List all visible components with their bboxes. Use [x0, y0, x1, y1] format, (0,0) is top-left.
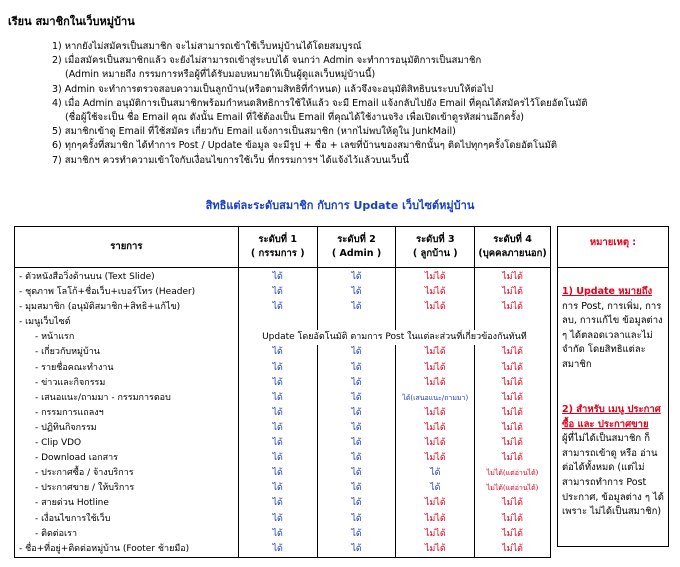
level-2-cell: ได้	[317, 376, 396, 391]
level-2-cell: ได้	[317, 421, 396, 436]
level-1-cell: ได้	[238, 542, 317, 558]
level-3-cell: ไม่ได้	[396, 496, 475, 511]
level-4-cell: ไม่ได้	[475, 496, 551, 511]
header-level-4	[475, 227, 551, 268]
level-4-cell: ไม่ได้(แต่อ่านได้)	[475, 466, 551, 481]
row-label: - ประกาศขาย / ให้บริการ	[15, 481, 239, 496]
table-row	[15, 345, 551, 360]
level-3-cell: ไม่ได้	[396, 300, 475, 315]
table-row	[15, 285, 551, 300]
level-1-cell: ได้	[238, 496, 317, 511]
level-2-cell	[317, 315, 396, 330]
header-level-3	[396, 227, 475, 268]
level-4-cell: ไม่ได้	[475, 451, 551, 466]
table-row	[15, 330, 551, 345]
level-1-cell: ได้	[238, 285, 317, 300]
rules-list	[52, 40, 588, 168]
table-row	[15, 421, 551, 436]
level-4-cell: ไม่ได้	[475, 285, 551, 300]
table-row	[15, 542, 551, 558]
header-level-2-title: ระดับที่ 2	[337, 234, 376, 245]
rule-item: 1) หากยังไม่สมัครเป็นสมาชิก จะไม่สามารถเข้าใช้เว็บหมู่บ้านได้โดยสมบูรณ์	[52, 41, 362, 52]
level-1-cell: ได้	[238, 406, 317, 421]
level-2-cell: ได้	[317, 268, 396, 286]
row-label: - ชุดภาพ โลโก้+ชื่อเว็บ+เบอร์โทร (Header)	[15, 285, 239, 300]
level-1-cell: ได้	[238, 451, 317, 466]
header-level-1	[238, 227, 317, 268]
level-3-cell: ได้(เสนอแนะ/ถามมา)	[396, 391, 475, 406]
level-2-cell: ได้	[317, 466, 396, 481]
level-4-cell: ไม่ได้	[475, 268, 551, 286]
note-update	[562, 285, 668, 373]
table-row	[15, 436, 551, 451]
level-3-cell: ไม่ได้	[396, 268, 475, 286]
header-level-3-title: ระดับที่ 3	[415, 234, 455, 245]
level-4-cell: ไม่ได้	[475, 421, 551, 436]
rule-note: (Admin หมายถึง กรรมการหรือผู้ที่ได้รับมอบหมายให้เป็นผู้ดูแลเว็บหมู่บ้านนี้)	[65, 69, 376, 81]
level-1-cell: ได้	[238, 361, 317, 376]
table-row	[15, 496, 551, 511]
rule-item: 5) สมาชิกเข้าดู Email ที่ใช้สมัคร เกี่ยวกับ Email แจ้งการเป็นสมาชิก (หากไม่พบให้ดูใน JunkMail)	[52, 126, 456, 138]
level-3-cell: ไม่ได้	[396, 361, 475, 376]
level-4-cell: ไม่ได้	[475, 527, 551, 542]
rule-item: 2) เมื่อสมัครเป็นสมาชิกแล้ว จะยังไม่สามารถเข้าสู่ระบบได้ จนกว่า Admin จะทำการอนุมัติการเป็นสมาชิก	[52, 55, 482, 67]
notes-box	[557, 226, 669, 547]
rights-table-title: สิทธิแต่ละระดับสมาชิก กับการ Update เว็บไซต์หมู่บ้าน	[205, 199, 475, 212]
row-label: - กรรมการแถลงฯ	[15, 406, 239, 421]
row-span-note: Update โดยอัตโนมัติ ตามการ Post ในแต่ละส่วนที่เกี่ยวข้องกันทันที	[238, 330, 550, 345]
level-4-cell: ไม่ได้	[475, 345, 551, 360]
level-2-cell: ได้	[317, 300, 396, 315]
table-row	[15, 512, 551, 527]
level-2-cell: ได้	[317, 406, 396, 421]
note-announce-body: ผู้ที่ไม่ได้เป็นสมาชิก ก็สามารถเข้าดู หรือ อ่านต่อได้ทั้งหมด (แต่ไม่สามารถทำการ Post ประกาศ, ข้อมูลต่าง ๆ ได้ เพราะ ไม่ได้เป็นสมาชิก)	[562, 433, 664, 518]
row-label: - Clip VDO	[15, 436, 239, 451]
row-label: - สายด่วน Hotline	[15, 496, 239, 511]
level-2-cell: ได้	[317, 527, 396, 542]
header-item: รายการ	[15, 227, 239, 268]
row-label: - ชื่อ+ที่อยู่+ติดต่อหมู่บ้าน (Footer ช้ายมือ)	[15, 542, 239, 558]
level-3-cell: ไม่ได้	[396, 345, 475, 360]
level-3-cell: ไม่ได้	[396, 421, 475, 436]
row-label: - ประกาศซื้อ / จ้างบริการ	[15, 466, 239, 481]
level-1-cell: ได้	[238, 527, 317, 542]
rule-item: 3) Admin จะทำการตรวจสอบความเป็นลูกบ้าน(หรือตามสิทธิที่กำหนด) แล้วจึงจะอนุมัติสิทธิบนระบบให้ต่อไป	[52, 83, 494, 95]
row-label: - หน้าแรก	[15, 330, 239, 345]
table-row	[15, 406, 551, 421]
level-4-cell: ไม่ได้	[475, 361, 551, 376]
level-3-cell: ไม่ได้	[396, 376, 475, 391]
level-4-cell: ไม่ได้	[475, 406, 551, 421]
level-1-cell: ได้	[238, 421, 317, 436]
level-1-cell: ได้	[238, 391, 317, 406]
level-4-cell: ไม่ได้	[475, 391, 551, 406]
row-label: - เสนอแนะ/ถามมา - กรรมการตอบ	[15, 391, 239, 406]
level-4-cell: ไม่ได้(แต่อ่านได้)	[475, 481, 551, 496]
note-announce-heading: 2) สำหรับ เมนู ประกาศซื้อ และ ประกาศขาย	[562, 404, 661, 430]
table-row	[15, 391, 551, 406]
table-row	[15, 361, 551, 376]
row-label: - เกี่ยวกับหมู่บ้าน	[15, 345, 239, 360]
level-1-cell: ได้	[238, 345, 317, 360]
rule-note: (ชื่อผู้ใช้จะเป็น ชื่อ Email คุณ ดังนั้น Email ที่ใช้ต้องเป็น Email ที่คุณได้ใช้งานจริง เพื่อเปิดเข้าดูรหัสผ่านอีกครั้ง)	[65, 112, 524, 124]
level-2-cell: ได้	[317, 512, 396, 527]
header-level-3-role: ( ลูกบ้าน )	[412, 248, 458, 259]
header-level-2	[317, 227, 396, 268]
header-level-2-role: ( Admin )	[331, 248, 382, 259]
level-1-cell: ได้	[238, 466, 317, 481]
table-row	[15, 481, 551, 496]
level-3-cell	[396, 315, 475, 330]
level-2-cell: ได้	[317, 542, 396, 558]
note-update-heading: 1) Update หมายถึง	[562, 286, 653, 297]
table-row	[15, 466, 551, 481]
level-3-cell: ไม่ได้	[396, 285, 475, 300]
level-3-cell: ไม่ได้	[396, 527, 475, 542]
level-1-cell: ได้	[238, 436, 317, 451]
note-update-body: การ Post, การเพิ่ม, การลบ, การแก้ไข ข้อมูลต่าง ๆ ได้ตลอดเวลาและไม่จำกัด โดยสิทธิแต่ละสมาชิก	[562, 300, 663, 370]
page-title: เรียน สมาชิกในเว็บหมู่บ้าน	[8, 15, 135, 28]
row-label: - ตัวหนังสือวิ่งด้านบน (Text Slide)	[15, 268, 239, 286]
note-announce	[562, 403, 668, 520]
notes-header: หมายเหตุ :	[558, 227, 668, 268]
table-row	[15, 451, 551, 466]
level-4-cell: ไม่ได้	[475, 376, 551, 391]
level-3-cell: ได้	[396, 481, 475, 496]
level-4-cell: ไม่ได้	[475, 542, 551, 558]
table-row	[15, 300, 551, 315]
header-level-1-title: ระดับที่ 1	[258, 234, 297, 245]
level-1-cell: ได้	[238, 512, 317, 527]
level-3-cell: ไม่ได้	[396, 436, 475, 451]
header-level-4-title: ระดับที่ 4	[493, 234, 532, 245]
level-2-cell: ได้	[317, 345, 396, 360]
rights-table	[14, 226, 551, 558]
level-2-cell: ได้	[317, 436, 396, 451]
level-1-cell: ได้	[238, 376, 317, 391]
level-1-cell: ได้	[238, 481, 317, 496]
header-level-1-role: ( กรรมการ )	[250, 248, 305, 259]
row-label: - ติดต่อเรา	[15, 527, 239, 542]
table-row	[15, 376, 551, 391]
level-4-cell	[475, 315, 551, 330]
row-label: - ปฏิทินกิจกรรม	[15, 421, 239, 436]
level-4-cell: ไม่ได้	[475, 512, 551, 527]
header-level-4-role: (บุคคลภายนอก)	[478, 248, 547, 259]
level-2-cell: ได้	[317, 361, 396, 376]
rule-item: 6) ทุกๆครั้งที่สมาชิก ได้ทำการ Post / Update ข้อมูล จะมีรูป + ชื่อ + เลขที่บ้านของสมาชิกนั้นๆ ติดไปทุกๆครั้งโดยอัตโนมัติ	[52, 140, 558, 152]
row-label: - มุมสมาชิก (อนุมัติสมาชิก+สิทธิ+แก้ไข)	[15, 300, 239, 315]
level-3-cell: ไม่ได้	[396, 451, 475, 466]
level-2-cell: ได้	[317, 481, 396, 496]
level-4-cell: ไม่ได้	[475, 300, 551, 315]
rule-item: 4) เมื่อ Admin อนุมัติการเป็นสมาชิกพร้อมกำหนดสิทธิการใช้ให้แล้ว จะมี Email แจ้งกลับไปยัง Email ที่คุณได้สมัครไว้โดยอัตโนมัติ	[52, 97, 588, 109]
level-1-cell	[238, 315, 317, 330]
level-3-cell: ไม่ได้	[396, 406, 475, 421]
level-3-cell: ได้	[396, 466, 475, 481]
table-header-row	[15, 227, 551, 268]
level-2-cell: ได้	[317, 496, 396, 511]
level-3-cell: ไม่ได้	[396, 542, 475, 558]
table-row	[15, 268, 551, 286]
rule-item: 7) สมาชิกฯ ควรทำความเข้าใจกับเงื่อนไขการใช้เว็บ ที่กรรมการฯ ได้แจ้งไว้แล้วบนเว็บนี้	[52, 154, 410, 166]
level-1-cell: ได้	[238, 300, 317, 315]
level-2-cell: ได้	[317, 285, 396, 300]
table-row	[15, 527, 551, 542]
level-4-cell: ไม่ได้	[475, 436, 551, 451]
level-2-cell: ได้	[317, 451, 396, 466]
row-label: - Download เอกสาร	[15, 451, 239, 466]
level-2-cell: ได้	[317, 391, 396, 406]
row-label: - เงื่อนไขการใช้เว็บ	[15, 512, 239, 527]
row-label: - รายชื่อคณะทำงาน	[15, 361, 239, 376]
table-row	[15, 315, 551, 330]
level-3-cell: ไม่ได้	[396, 512, 475, 527]
level-1-cell: ได้	[238, 268, 317, 286]
row-label: - เมนูเว็บไซต์	[15, 315, 239, 330]
row-label: - ข่าวและกิจกรรม	[15, 376, 239, 391]
